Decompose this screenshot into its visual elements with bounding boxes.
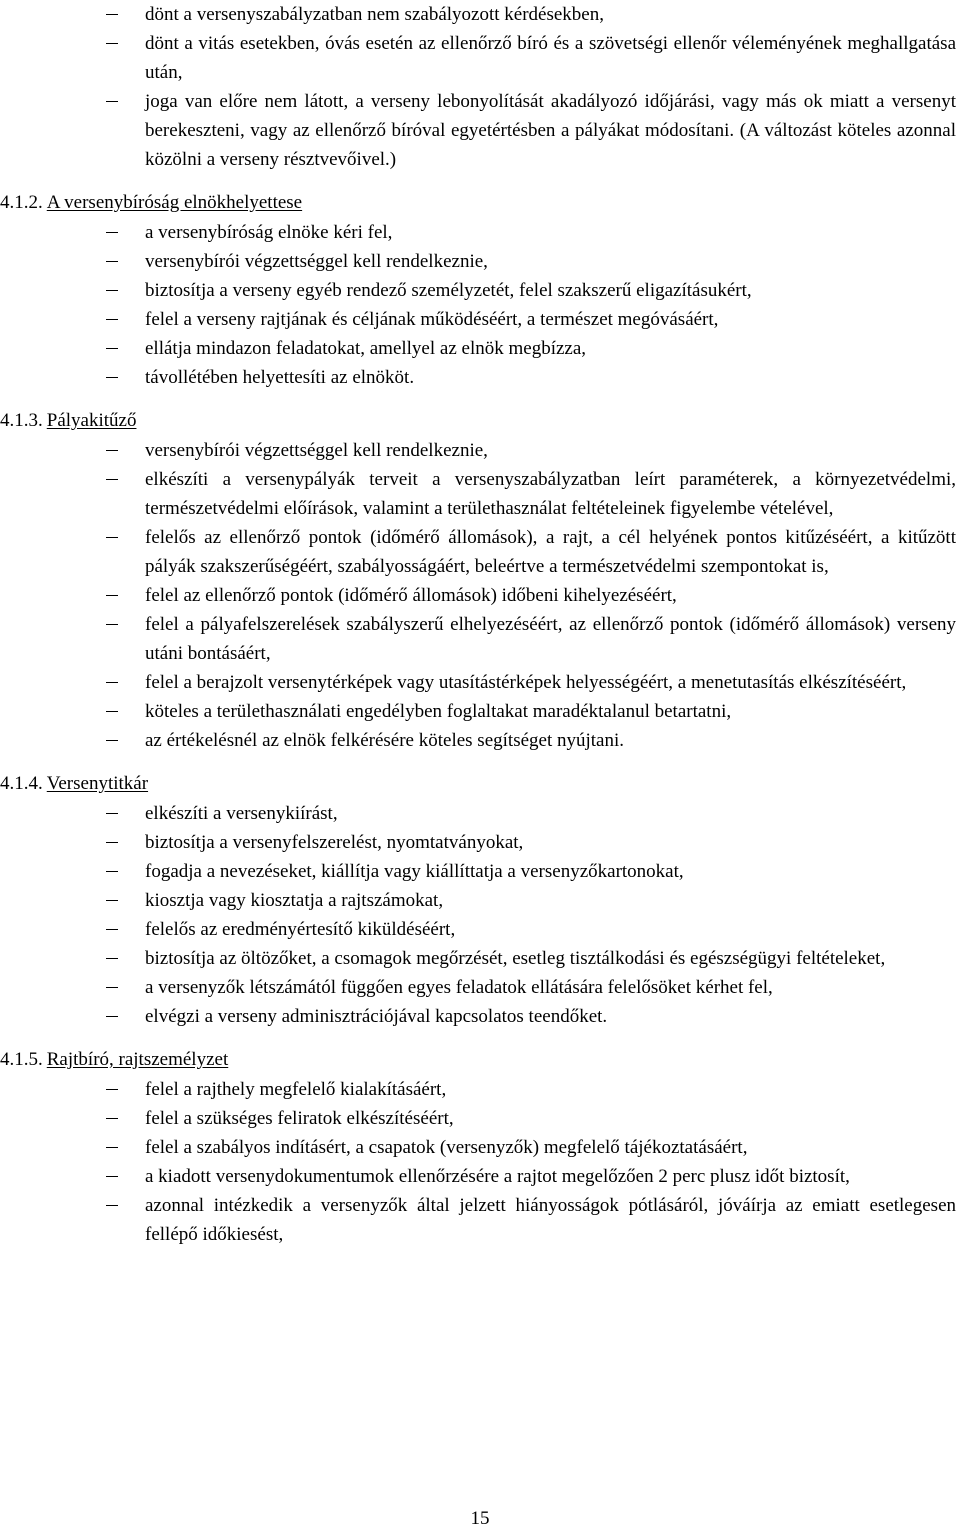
- list-item: [0, 828, 960, 857]
- dash-bullet-icon: [106, 14, 118, 15]
- list-item: [0, 523, 960, 581]
- dash-bullet-icon: [106, 232, 118, 233]
- dash-bullet-icon: [106, 479, 118, 480]
- list-item: [0, 610, 960, 668]
- section-heading: [0, 769, 960, 799]
- list-item-text: joga van előre nem látott, a verseny lebonyolítását akadályozó időjárási, vagy más ok miatt a versenyt berekeszteni, vagy az ellenőrző bíróval egyetértésben a pályákat módosítani. (A változást köteles azonnal közölni a verseny résztvevőivel.): [145, 91, 956, 170]
- dash-bullet-icon: [106, 624, 118, 625]
- list-item-text: az értékelésnél az elnök felkérésére köteles segítséget nyújtani.: [145, 730, 624, 751]
- dash-bullet-icon: [106, 682, 118, 683]
- dash-bullet-icon: [106, 987, 118, 988]
- dash-bullet-icon: [106, 43, 118, 44]
- list-item-text: felel a berajzolt versenytérképek vagy utasítástérképek helyességéért, a menetutasítás elkészítéséért,: [145, 672, 907, 693]
- section-title: Rajtbíró, rajtszemélyzet: [46, 1049, 229, 1070]
- list-item: [0, 218, 960, 247]
- list-item-text: biztosítja a verseny egyéb rendező személyzetét, felel szakszerű eligazításukért,: [145, 280, 752, 301]
- list-item: [0, 697, 960, 726]
- section-heading: [0, 1045, 960, 1075]
- list-item: [0, 915, 960, 944]
- sections-container: [0, 188, 960, 1249]
- list-item: [0, 29, 960, 87]
- dash-bullet-icon: [106, 377, 118, 378]
- list-item: [0, 1002, 960, 1031]
- list-item-text: felelős az ellenőrző pontok (időmérő állomások), a rajt, a cél helyének pontos kitűzéséért, a kitűzött pályák szakszerűségéért, szabályosságáért, beleértve a természetvédelmi szempontokat is,: [145, 527, 956, 577]
- dash-bullet-icon: [106, 1016, 118, 1017]
- list-item-text: kiosztja vagy kiosztatja a rajtszámokat,: [145, 890, 444, 911]
- list-item-text: azonnal intézkedik a versenyzők által jelzett hiányosságok pótlásáról, jóváírja az emiatt esetlegesen fellépő időkiesést,: [145, 1195, 956, 1245]
- list-item-text: elvégzi a verseny adminisztrációjával kapcsolatos teendőket.: [145, 1006, 608, 1027]
- dash-bullet-icon: [106, 450, 118, 451]
- section-number: 4.1.4.: [0, 773, 43, 794]
- section-number: 4.1.5.: [0, 1049, 43, 1070]
- list-item-text: felel az ellenőrző pontok (időmérő állomások) időbeni kihelyezéséért,: [145, 585, 677, 606]
- dash-bullet-icon: [106, 290, 118, 291]
- page-number: 15: [470, 1508, 490, 1529]
- dash-bullet-icon: [106, 958, 118, 959]
- dash-bullet-icon: [106, 595, 118, 596]
- list-item-text: a versenyzők létszámától függően egyes feladatok ellátására felelősöket kérhet fel,: [145, 977, 773, 998]
- list-item: [0, 0, 960, 29]
- section-heading: [0, 188, 960, 218]
- list-item: [0, 668, 960, 697]
- list-item-text: dönt a vitás esetekben, óvás esetén az ellenőrző bíró és a szövetségi ellenőr véleményének meghallgatása után,: [145, 33, 956, 83]
- list-item: [0, 944, 960, 973]
- list-item-text: biztosítja az öltözőket, a csomagok megőrzését, esetleg tisztálkodási és egészségügyi feltételeket,: [145, 948, 886, 969]
- intro-list: [0, 0, 960, 174]
- section-number: 4.1.3.: [0, 410, 43, 431]
- dash-bullet-icon: [106, 1205, 118, 1206]
- list-item-text: elkészíti a versenypályák terveit a versenyszabályzatban leírt paraméterek, a környezetvédelmi, természetvédelmi előírások, valamint a területhasználat feltételeinek figyelembe vételével,: [145, 469, 956, 519]
- list-item: [0, 334, 960, 363]
- list-item: [0, 436, 960, 465]
- section: [0, 769, 960, 1031]
- list-item: [0, 799, 960, 828]
- dash-bullet-icon: [106, 1118, 118, 1119]
- list-item-text: fogadja a nevezéseket, kiállítja vagy kiállíttatja a versenyzőkartonokat,: [145, 861, 684, 882]
- section-list: [0, 1075, 960, 1249]
- list-item: [0, 1104, 960, 1133]
- dash-bullet-icon: [106, 900, 118, 901]
- section-title: Versenytitkár: [46, 773, 149, 794]
- list-item-text: köteles a területhasználati engedélyben foglaltakat maradéktalanul betartatni,: [145, 701, 732, 722]
- list-item-text: versenybírói végzettséggel kell rendelkeznie,: [145, 440, 488, 461]
- dash-bullet-icon: [106, 871, 118, 872]
- list-item: [0, 1191, 960, 1249]
- list-item: [0, 247, 960, 276]
- list-item-text: ellátja mindazon feladatokat, amellyel az elnök megbízza,: [145, 338, 587, 359]
- section: [0, 406, 960, 755]
- list-item-text: biztosítja a versenyfelszerelést, nyomtatványokat,: [145, 832, 524, 853]
- list-item: [0, 363, 960, 392]
- section: [0, 188, 960, 392]
- section-heading: [0, 406, 960, 436]
- list-item-text: versenybírói végzettséggel kell rendelkeznie,: [145, 251, 488, 272]
- list-item-text: felel a szabályos indításért, a csapatok (versenyzők) megfelelő tájékoztatásáért,: [145, 1137, 748, 1158]
- section: [0, 1045, 960, 1249]
- list-item-text: távollétében helyettesíti az elnököt.: [145, 367, 415, 388]
- list-item: [0, 276, 960, 305]
- section-list: [0, 436, 960, 755]
- list-item: [0, 886, 960, 915]
- section-list: [0, 218, 960, 392]
- list-item-text: elkészíti a versenykiírást,: [145, 803, 338, 824]
- list-item: [0, 1075, 960, 1104]
- dash-bullet-icon: [106, 101, 118, 102]
- list-item-text: a kiadott versenydokumentumok ellenőrzésére a rajtot megelőzően 2 perc plusz időt biztosít,: [145, 1166, 850, 1187]
- dash-bullet-icon: [106, 319, 118, 320]
- dash-bullet-icon: [106, 1147, 118, 1148]
- list-item-text: felel a szükséges feliratok elkészítéséért,: [145, 1108, 454, 1129]
- list-item-text: a versenybíróság elnöke kéri fel,: [145, 222, 393, 243]
- list-item-text: felel a verseny rajtjának és céljának működéséért, a természet megóvásáért,: [145, 309, 719, 330]
- list-item-text: dönt a versenyszabályzatban nem szabályozott kérdésekben,: [145, 4, 604, 25]
- dash-bullet-icon: [106, 348, 118, 349]
- list-item-text: felel a pályafelszerelések szabályszerű elhelyezéséért, az ellenőrző pontok (időmérő állomások) verseny utáni bontásáért,: [145, 614, 956, 664]
- list-item: [0, 465, 960, 523]
- list-item: [0, 305, 960, 334]
- section-number: 4.1.2.: [0, 192, 43, 213]
- list-item: [0, 1162, 960, 1191]
- list-item: [0, 857, 960, 886]
- list-item: [0, 87, 960, 174]
- dash-bullet-icon: [106, 929, 118, 930]
- list-item: [0, 581, 960, 610]
- dash-bullet-icon: [106, 1176, 118, 1177]
- list-item: [0, 1133, 960, 1162]
- list-item-text: felelős az eredményértesítő kiküldéséért,: [145, 919, 456, 940]
- section-list: [0, 799, 960, 1031]
- dash-bullet-icon: [106, 1089, 118, 1090]
- list-item-text: felel a rajthely megfelelő kialakításáért,: [145, 1079, 447, 1100]
- dash-bullet-icon: [106, 711, 118, 712]
- dash-bullet-icon: [106, 537, 118, 538]
- dash-bullet-icon: [106, 813, 118, 814]
- list-item: [0, 973, 960, 1002]
- dash-bullet-icon: [106, 740, 118, 741]
- section-title: A versenybíróság elnökhelyettese: [46, 192, 303, 213]
- dash-bullet-icon: [106, 842, 118, 843]
- section-title: Pályakitűző: [46, 410, 137, 431]
- list-item: [0, 726, 960, 755]
- dash-bullet-icon: [106, 261, 118, 262]
